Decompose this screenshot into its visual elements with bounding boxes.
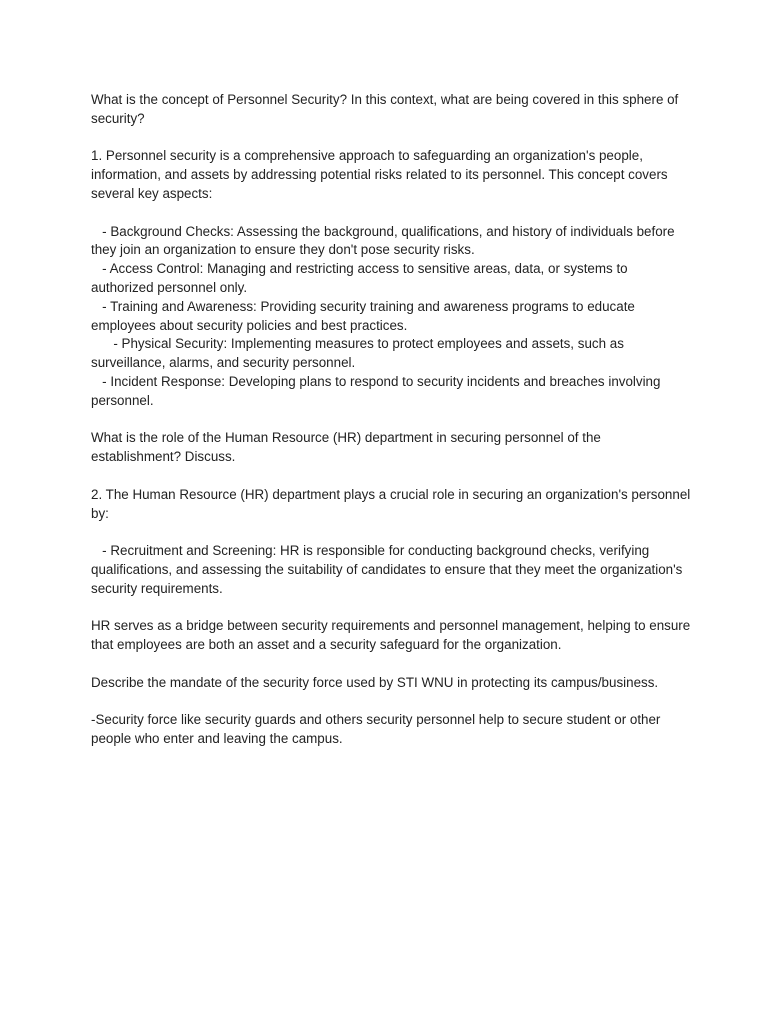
paragraph-gap [91,599,691,618]
answer-2-intro: 2. The Human Resource (HR) department plays a crucial role in securing an organization's personnel by: [91,486,694,521]
answer-1-item-incident-response: - Incident Response: Developing plans to respond to security incidents and breaches involving personnel. [91,373,665,408]
paragraph-gap [91,655,691,674]
answer-1-item-access-control: - Access Control: Managing and restricting access to sensitive areas, data, or systems to authorized personnel only. [91,261,632,295]
answer-2-conclusion: HR serves as a bridge between security requirements and personnel management, helping to ensure that employees are both an asset and a security safeguard for the organization. [91,618,694,653]
answer-1-intro: 1. Personnel security is a comprehensive approach to safeguarding an organization's people, information, and assets by addressing potential risks related to its personnel. This concept covers several key aspects: [91,148,672,201]
answer-2-item-recruitment-screening: - Recruitment and Screening: HR is responsible for conducting background checks, verifying qualifications, and assessing the suitability of candidates to ensure that they meet the organization's security requirements. [91,543,687,596]
paragraph-gap [91,129,691,148]
paragraph-gap [91,411,691,430]
answer-3: -Security force like security guards and others security personnel help to secure student or other people who enter and leaving the campus. [91,712,665,747]
paragraph-gap [91,523,691,542]
paragraph-gap [91,693,691,712]
answer-1-item-background-checks: - Background Checks: Assessing the background, qualifications, and history of individuals before they join an organization to ensure they don't pose security risks. [91,223,679,258]
question-3: Describe the mandate of the security force used by STI WNU in protecting its campus/business. [91,674,659,690]
document-body [91,91,694,749]
answer-1-item-physical-security: - Physical Security: Implementing measures to protect employees and assets, such as surveillance, alarms, and security personnel. [91,336,628,371]
paragraph-gap [91,467,691,486]
question-1: What is the concept of Personnel Security? In this context, what are being covered in this sphere of security? [91,92,683,126]
paragraph-gap [91,204,691,223]
question-2: What is the role of the Human Resource (HR) department in securing personnel of the establishment? Discuss. [91,430,605,465]
answer-1-item-training-awareness: - Training and Awareness: Providing security training and awareness programs to educate employees about security policies and best practices. [91,298,639,333]
